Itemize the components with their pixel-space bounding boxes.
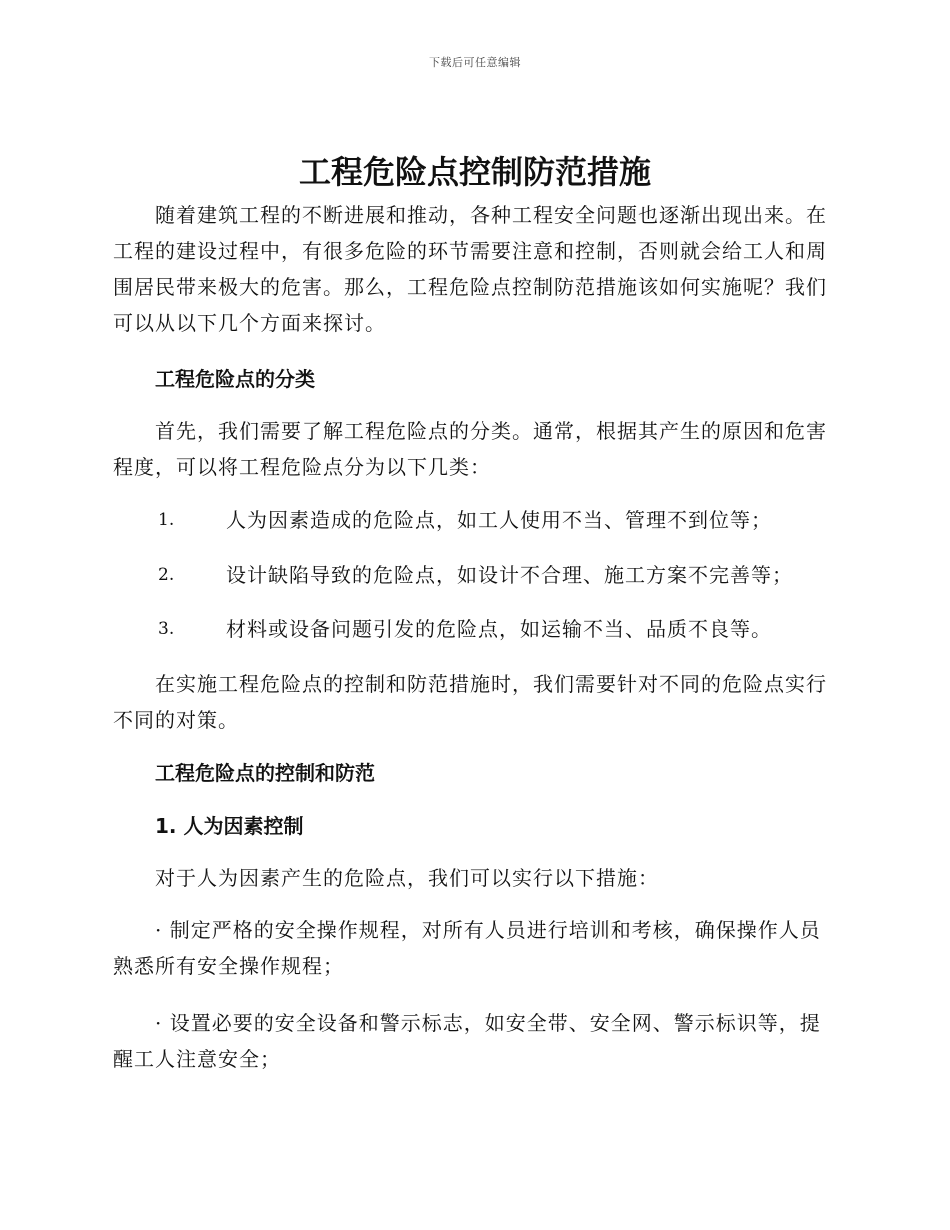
bullet-paragraph: · 设置必要的安全设备和警示标志，如安全带、安全网、警示标识等，提醒工人注意安全； — [113, 1011, 821, 1071]
classification-closing-paragraph: 在实施工程危险点的控制和防范措施时，我们需要针对不同的危险点实行不同的对策。 — [113, 672, 827, 732]
list-item-number: 3. — [158, 619, 175, 639]
document-title: 工程危险点控制防范措施 — [298, 153, 651, 191]
list-item — [113, 505, 837, 535]
intro-paragraph: 随着建筑工程的不断进展和推动，各种工程安全问题也逐渐出现出来。在工程的建设过程中，有很多危险的环节需要注意和控制，否则就会给工人和周围居民带来极大的危害。那么，工程危险点控制防范措施该如何实施呢？我们可以从以下几个方面来探讨。 — [113, 203, 827, 335]
section-heading-classification: 工程危险点的分类 — [155, 367, 315, 391]
section-heading-control: 工程危险点的控制和防范 — [155, 761, 375, 785]
list-item-text: 人为因素造成的危险点，如工人使用不当、管理不到位等； — [226, 508, 772, 532]
list-item-number: 1. — [158, 510, 175, 530]
list-item-number: 2. — [158, 565, 175, 585]
list-item-text: 设计缺陷导致的危险点，如设计不合理、施工方案不完善等； — [226, 563, 793, 587]
list-item — [113, 560, 837, 590]
page-header-note: 下载后可任意编辑 — [429, 56, 521, 69]
classification-paragraph: 首先，我们需要了解工程危险点的分类。通常，根据其产生的原因和危害程度，可以将工程危险点分为以下几类： — [113, 419, 827, 479]
bullet-paragraph: · 制定严格的安全操作规程，对所有人员进行培训和考核，确保操作人员熟悉所有安全操作规程； — [113, 918, 821, 978]
list-item — [113, 614, 837, 644]
human-factors-paragraph: 对于人为因素产生的危险点，我们可以实行以下措施： — [155, 866, 659, 890]
list-item-text: 材料或设备问题引发的危险点，如运输不当、品质不良等。 — [226, 617, 772, 641]
subheading-human-factors: 1. 人为因素控制 — [155, 814, 304, 838]
